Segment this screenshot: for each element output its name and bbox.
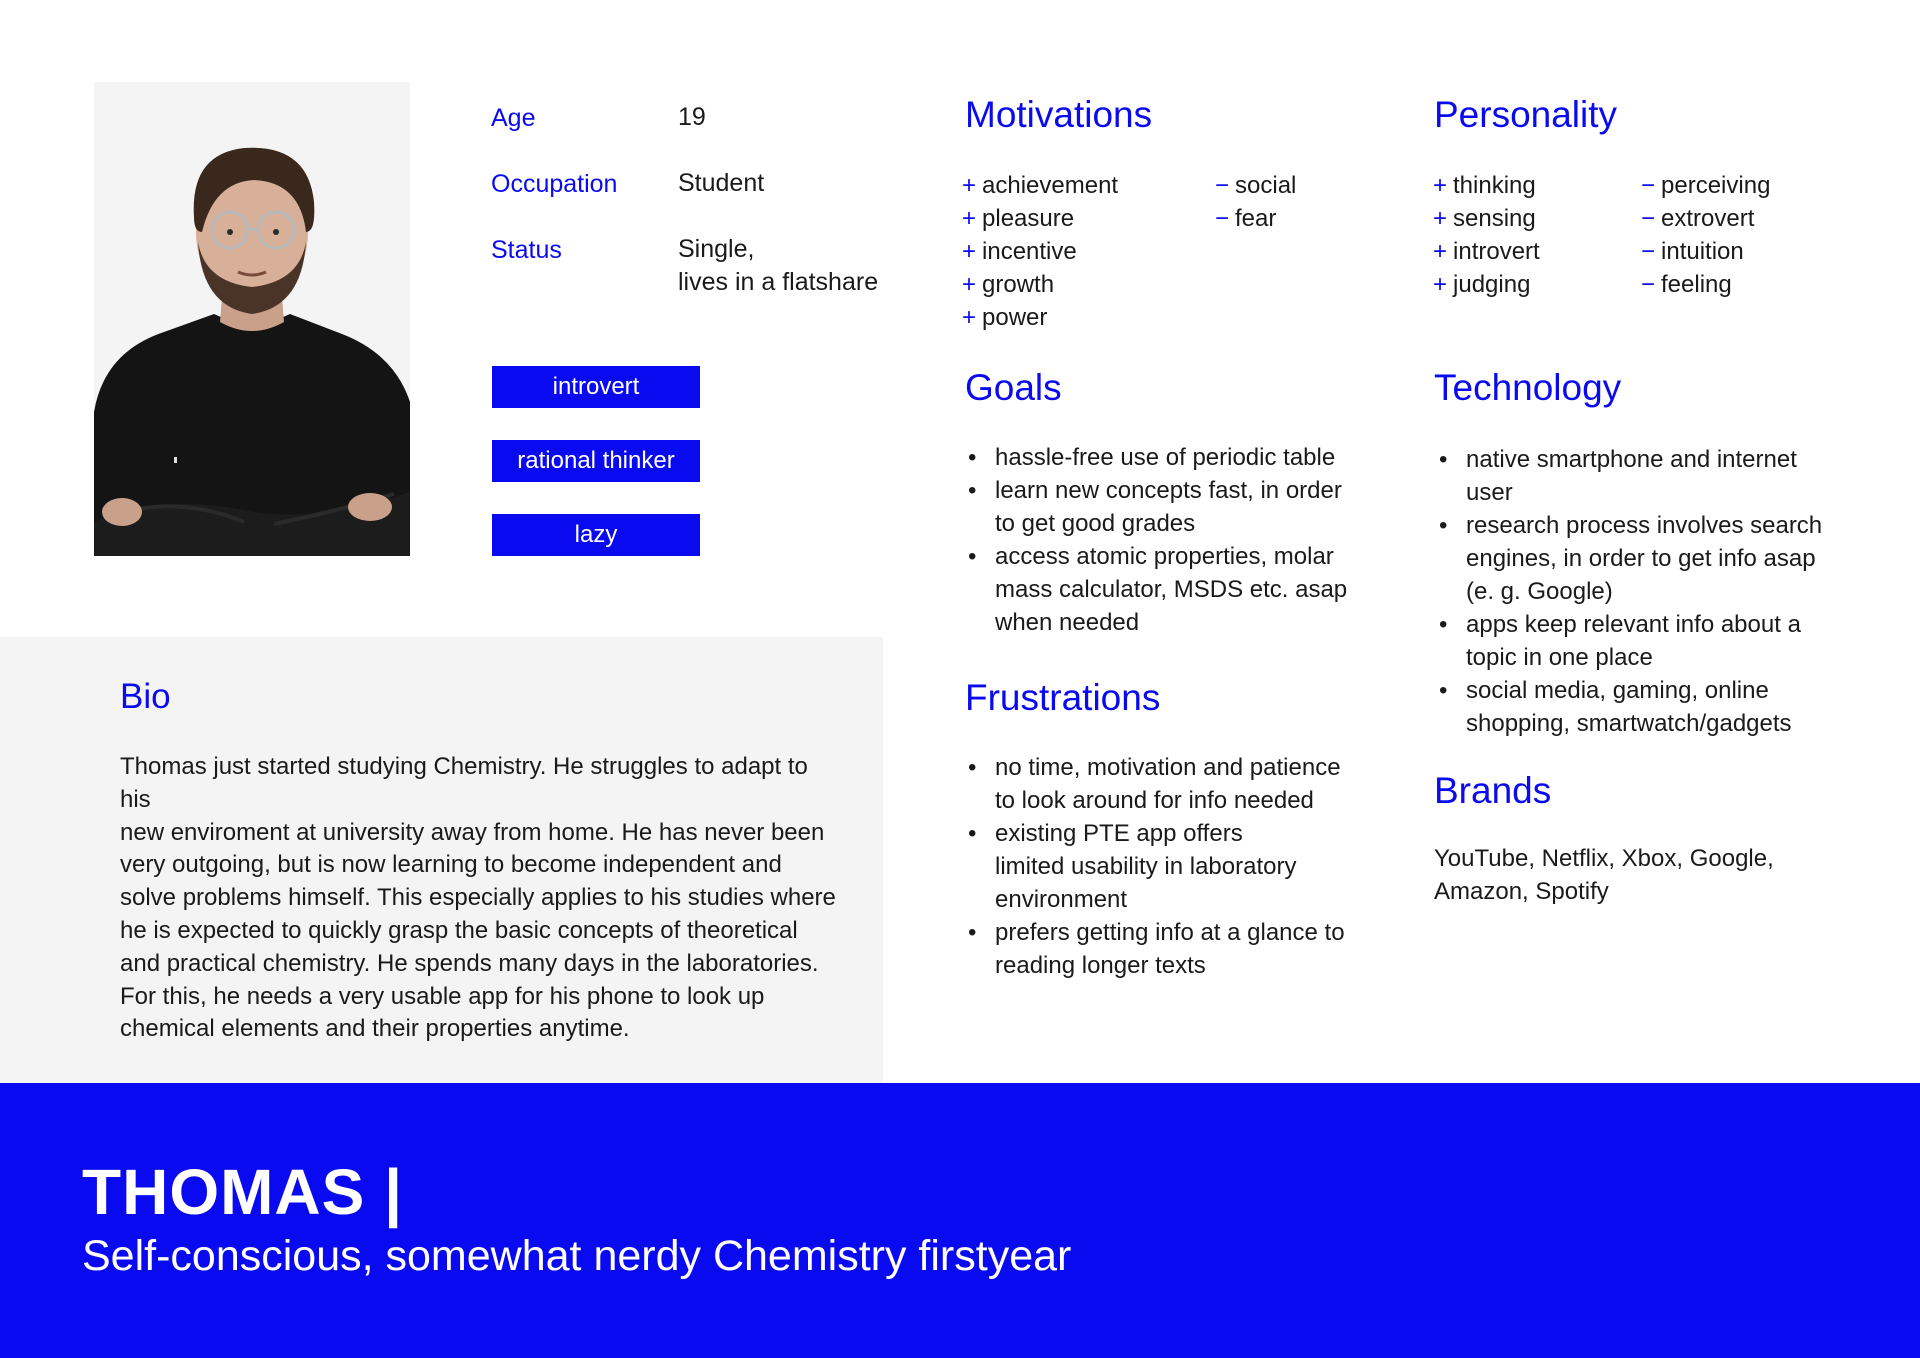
list-item: • prefers getting info at a glance to reading longer texts — [964, 916, 1404, 982]
persona-tagline: Self-conscious, somewhat nerdy Chemistry firstyear — [82, 1232, 1072, 1280]
bio-line: and practical chemistry. He spends many days in the laboratories. — [120, 949, 819, 977]
minus-icon: − — [1641, 172, 1656, 199]
goals-title: Goals — [965, 367, 1062, 408]
list-item: − feeling — [1641, 271, 1732, 298]
personality-title: Personality — [1434, 94, 1618, 135]
person-portrait-image — [94, 82, 410, 556]
technology-list — [1435, 443, 1905, 740]
list-item: + incentive — [962, 238, 1077, 265]
minus-icon: − — [1215, 172, 1230, 199]
technology-title: Technology — [1434, 367, 1622, 408]
persona-name: THOMAS | — [82, 1156, 403, 1228]
plus-icon: + — [962, 271, 977, 298]
plus-icon: + — [962, 238, 977, 265]
age-value: 19 — [678, 103, 706, 131]
brands-text — [1434, 842, 1834, 908]
list-item: + pleasure — [962, 205, 1075, 232]
plus-icon: + — [1433, 205, 1448, 232]
occupation-label: Occupation — [491, 170, 618, 198]
tag-rational-thinker: rational thinker — [492, 440, 700, 482]
brands-line: Amazon, Spotify — [1434, 878, 1609, 905]
plus-icon: + — [1433, 172, 1448, 199]
age-label: Age — [491, 104, 536, 132]
persona-photo — [94, 82, 410, 556]
list-item: • research process involves search engines, in order to get info asap (e. g. Google) — [1435, 509, 1905, 608]
bio-line: solve problems himself. This especially applies to his studies where — [120, 884, 836, 912]
bio-line: very outgoing, but is now learning to become independent and — [120, 851, 782, 879]
list-item: • apps keep relevant info about a topic in one place — [1435, 608, 1905, 674]
plus-icon: + — [962, 172, 977, 199]
goals-list — [964, 441, 1384, 639]
plus-icon: + — [1433, 238, 1448, 265]
list-item: + growth — [962, 271, 1055, 298]
list-item: • learn new concepts fast, in order to get good grades — [964, 474, 1384, 540]
list-item: − intuition — [1641, 238, 1744, 265]
personality-minus-list — [1641, 169, 1770, 301]
list-item: − fear — [1215, 205, 1277, 232]
status-value — [678, 233, 878, 299]
minus-icon: − — [1215, 205, 1230, 232]
list-item: + introvert — [1433, 238, 1540, 265]
list-item: + thinking — [1433, 172, 1536, 199]
list-item: + power — [962, 304, 1048, 331]
bio-line: Thomas just started studying Chemistry. He struggles to adapt to his — [120, 753, 808, 813]
tag-introvert: introvert — [492, 366, 700, 408]
status-label: Status — [491, 236, 562, 264]
minus-icon: − — [1641, 271, 1656, 298]
frustrations-title: Frustrations — [965, 677, 1161, 718]
list-item: • existing PTE app offers limited usability in laboratory environment — [964, 817, 1404, 916]
list-item: • social media, gaming, online shopping, smartwatch/gadgets — [1435, 674, 1905, 740]
minus-icon: − — [1641, 238, 1656, 265]
bio-line: new enviroment at university away from home. He has never been — [120, 818, 825, 846]
list-item: − extrovert — [1641, 205, 1755, 232]
tag-lazy: lazy — [492, 514, 700, 556]
motivations-plus-list — [962, 169, 1118, 334]
list-item: • access atomic properties, molar mass calculator, MSDS etc. asap when needed — [964, 540, 1384, 639]
list-item: + judging — [1433, 271, 1531, 298]
personality-plus-list — [1433, 169, 1540, 301]
motivations-title: Motivations — [965, 94, 1153, 135]
list-item: • no time, motivation and patience to look around for info needed — [964, 751, 1404, 817]
list-item: + sensing — [1433, 205, 1536, 232]
bio-line: chemical elements and their properties anytime. — [120, 1015, 630, 1043]
list-item: • hassle-free use of periodic table — [964, 441, 1384, 474]
occupation-value: Student — [678, 169, 765, 197]
list-item: − perceiving — [1641, 172, 1771, 199]
frustrations-list — [964, 751, 1404, 982]
status-value-line-2: lives in a flatshare — [678, 268, 879, 296]
list-item: − social — [1215, 172, 1297, 199]
minus-icon: − — [1641, 205, 1656, 232]
plus-icon: + — [962, 205, 977, 232]
brands-title: Brands — [1434, 770, 1552, 811]
list-item: • native smartphone and internet user — [1435, 443, 1905, 509]
bio-title: Bio — [120, 677, 171, 716]
plus-icon: + — [1433, 271, 1448, 298]
bio-text — [120, 751, 840, 1046]
list-item: + achievement — [962, 172, 1119, 199]
status-value-line-1: Single, — [678, 235, 755, 263]
brands-line: YouTube, Netflix, Xbox, Google, — [1434, 845, 1774, 872]
plus-icon: + — [962, 304, 977, 331]
motivations-minus-list — [1215, 169, 1296, 235]
bio-line: he is expected to quickly grasp the basic concepts of theoretical — [120, 916, 798, 944]
bio-line: For this, he needs a very usable app for his phone to look up — [120, 982, 765, 1010]
